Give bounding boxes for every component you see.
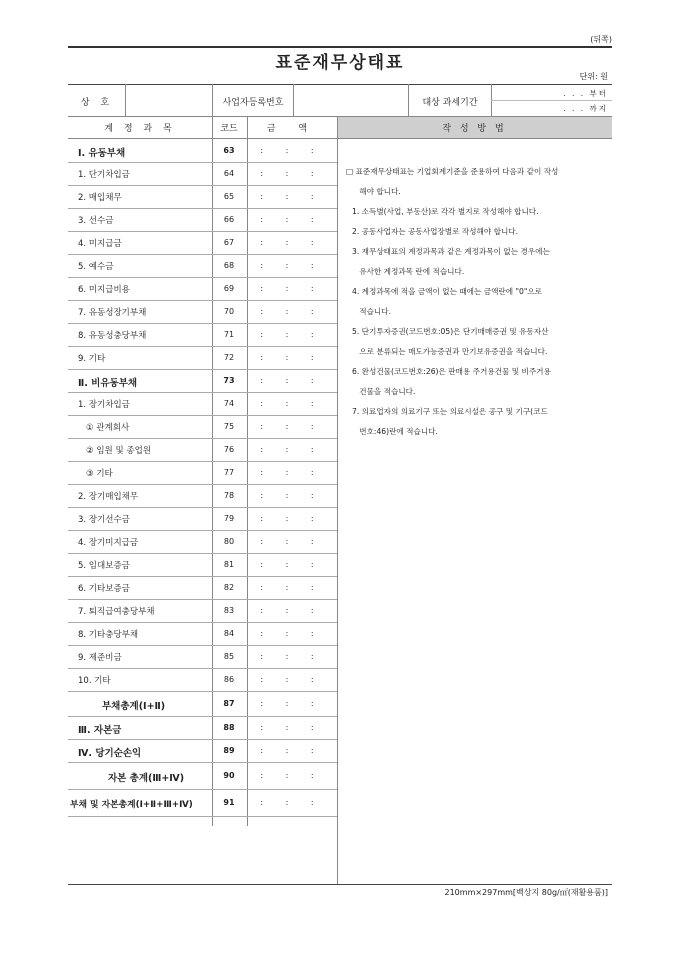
account-code: 84	[223, 628, 235, 638]
account-label: 자본 총계(Ⅲ+Ⅳ)	[108, 772, 185, 784]
account-code: 89	[223, 745, 235, 755]
account-code: 77	[223, 467, 235, 477]
amount-field[interactable]: : : :	[260, 352, 324, 362]
instruction-line: 적습니다.	[352, 307, 391, 316]
account-label: Ⅳ. 당기순손익	[78, 747, 142, 759]
amount-field[interactable]: : : :	[260, 168, 324, 178]
instruction-line: 3. 재무상태표의 계정과목과 같은 계정과목이 없는 경우에는	[352, 247, 550, 256]
account-code: 87	[223, 698, 235, 708]
amount-field[interactable]: : : :	[260, 375, 324, 385]
account-label: 9. 제준비금	[78, 652, 122, 663]
amount-field[interactable]: : : :	[260, 306, 324, 316]
account-code: 76	[223, 444, 235, 454]
account-label: 부채 및 자본총계(Ⅰ+Ⅱ+Ⅲ+Ⅳ)	[70, 799, 193, 810]
instruction-line: □ 표준재무상태표는 기업회계기준을 준용하여 다음과 같이 작성	[346, 167, 559, 176]
account-label: 7. 퇴직급여충당부채	[78, 606, 155, 617]
amount-field[interactable]: : : :	[260, 770, 324, 780]
amount-field[interactable]: : : :	[260, 191, 324, 201]
account-label: 부채총계(Ⅰ+Ⅱ)	[102, 700, 166, 712]
amount-column-header: 금 액	[266, 124, 318, 134]
instruction-line: 유사한 계정과목 란에 적습니다.	[352, 267, 465, 276]
account-label: ① 관계회사	[86, 422, 130, 433]
amount-field[interactable]: : : :	[260, 559, 324, 569]
bottom-rule	[68, 884, 612, 885]
unit-label: 단위: 원	[579, 72, 608, 81]
account-code: 70	[223, 306, 235, 316]
account-code: 88	[223, 722, 235, 732]
amount-field[interactable]: : : :	[260, 237, 324, 247]
account-label: Ⅱ. 비유동부채	[78, 377, 138, 389]
instructions-header: 작 성 방 법	[442, 124, 507, 134]
account-code: 91	[223, 797, 235, 807]
tax-period-label: 대상 과세기간	[422, 98, 478, 108]
period-to[interactable]: . . . 까지	[563, 104, 608, 113]
account-code: 80	[223, 536, 235, 546]
instruction-line: 6. 완성건물(코드번호:26)은 판매용 주거용건물 및 비주거용	[352, 367, 551, 376]
account-code: 85	[223, 651, 235, 661]
amount-field[interactable]: : : :	[260, 490, 324, 500]
account-code: 74	[223, 398, 235, 408]
amount-field[interactable]: : : :	[260, 698, 324, 708]
account-label: 1. 장기차입금	[78, 399, 130, 410]
amount-field[interactable]: : : :	[260, 513, 324, 523]
account-code: 83	[223, 605, 235, 615]
page-title: 표준재무상태표	[275, 53, 405, 73]
account-code: 78	[223, 490, 235, 500]
amount-field[interactable]: : : :	[260, 421, 324, 431]
account-code: 75	[223, 421, 235, 431]
account-label: 10. 기타	[78, 675, 111, 686]
amount-field[interactable]: : : :	[260, 398, 324, 408]
account-label: 2. 장기매입채무	[78, 491, 139, 502]
account-label: Ⅲ. 자본금	[78, 724, 122, 736]
amount-field[interactable]: : : :	[260, 674, 324, 684]
account-code: 72	[223, 352, 235, 362]
account-label: ③ 기타	[86, 468, 113, 479]
account-label: 5. 임대보증금	[78, 560, 130, 571]
account-code: 86	[223, 674, 235, 684]
account-code: 63	[223, 145, 235, 155]
account-code: 67	[223, 237, 235, 247]
account-label: 9. 기타	[78, 353, 106, 364]
amount-field[interactable]: : : :	[260, 628, 324, 638]
instruction-line: 5. 단기투자증권(코드번호:05)은 단기매매증권 및 유동자산	[352, 327, 549, 336]
account-code: 64	[223, 168, 235, 178]
instruction-line: 번호:46)란에 적습니다.	[352, 427, 438, 436]
account-code: 68	[223, 260, 235, 270]
amount-field[interactable]: : : :	[260, 605, 324, 615]
instruction-line: 2. 공동사업자는 공동사업장별로 작성해야 합니다.	[352, 227, 519, 236]
biz-reg-no-field[interactable]	[294, 85, 407, 115]
account-code: 69	[223, 283, 235, 293]
amount-field[interactable]: : : :	[260, 214, 324, 224]
account-label: 7. 유동성장기부채	[78, 307, 147, 318]
account-label: 4. 장기미지급금	[78, 537, 139, 548]
amount-field[interactable]: : : :	[260, 260, 324, 270]
amount-field[interactable]: : : :	[260, 145, 324, 155]
instruction-line: 4. 계정과목에 적을 금액이 없는 때에는 금액란에 "0"으로	[352, 287, 543, 296]
account-code: 79	[223, 513, 235, 523]
biz-reg-no-label: 사업자등록번호	[222, 98, 284, 108]
account-label: 3. 장기선수금	[78, 514, 130, 525]
account-code: 71	[223, 329, 235, 339]
account-code: 73	[223, 375, 235, 385]
amount-field[interactable]: : : :	[260, 444, 324, 454]
back-side-label: (뒤쪽)	[590, 35, 612, 44]
amount-field[interactable]: : : :	[260, 745, 324, 755]
account-label: 6. 기타보증금	[78, 583, 130, 594]
amount-field[interactable]: : : :	[260, 283, 324, 293]
amount-field[interactable]: : : :	[260, 467, 324, 477]
paper-spec: 210mm×297mm[백상지 80g/㎡(재활용품)]	[444, 888, 608, 897]
account-label: 1. 단기차입금	[78, 169, 130, 180]
account-label: 4. 미지급금	[78, 238, 122, 249]
account-code: 90	[223, 770, 235, 780]
account-label: 6. 미지급비용	[78, 284, 130, 295]
amount-field[interactable]: : : :	[260, 651, 324, 661]
period-from[interactable]: . . . 부터	[563, 89, 608, 98]
amount-field[interactable]: : : :	[260, 536, 324, 546]
account-label: Ⅰ. 유동부채	[78, 147, 126, 159]
account-code: 65	[223, 191, 235, 201]
instruction-line: 해야 합니다.	[352, 187, 401, 196]
amount-field[interactable]: : : :	[260, 797, 324, 807]
instruction-line: 으로 분류되는 매도가능증권과 만기보유증권을 적습니다.	[352, 347, 548, 356]
amount-field[interactable]: : : :	[260, 582, 324, 592]
account-label: ② 임원 및 종업원	[86, 445, 151, 456]
account-column-header: 계 정 과 목	[104, 124, 176, 134]
instruction-line: 1. 소득별(사업, 부동산)로 각각 별지로 작성해야 합니다.	[352, 207, 539, 216]
account-label: 8. 유동성충당부채	[78, 330, 147, 341]
account-code: 81	[223, 559, 235, 569]
company-name-label: 상 호	[80, 98, 114, 108]
company-name-field[interactable]	[126, 85, 211, 115]
amount-field[interactable]: : : :	[260, 329, 324, 339]
code-column-header: 코드	[220, 124, 238, 134]
account-label: 8. 기타충당부채	[78, 629, 139, 640]
account-label: 3. 선수금	[78, 215, 114, 226]
account-code: 66	[223, 214, 235, 224]
amount-field[interactable]: : : :	[260, 722, 324, 732]
instruction-line: 7. 의료업자의 의료기구 또는 의료시설은 공구 및 기구(코드	[352, 407, 548, 416]
account-label: 2. 매입채무	[78, 192, 122, 203]
instruction-line: 건물을 적습니다.	[352, 387, 416, 396]
account-code: 82	[223, 582, 235, 592]
account-label: 5. 예수금	[78, 261, 114, 272]
